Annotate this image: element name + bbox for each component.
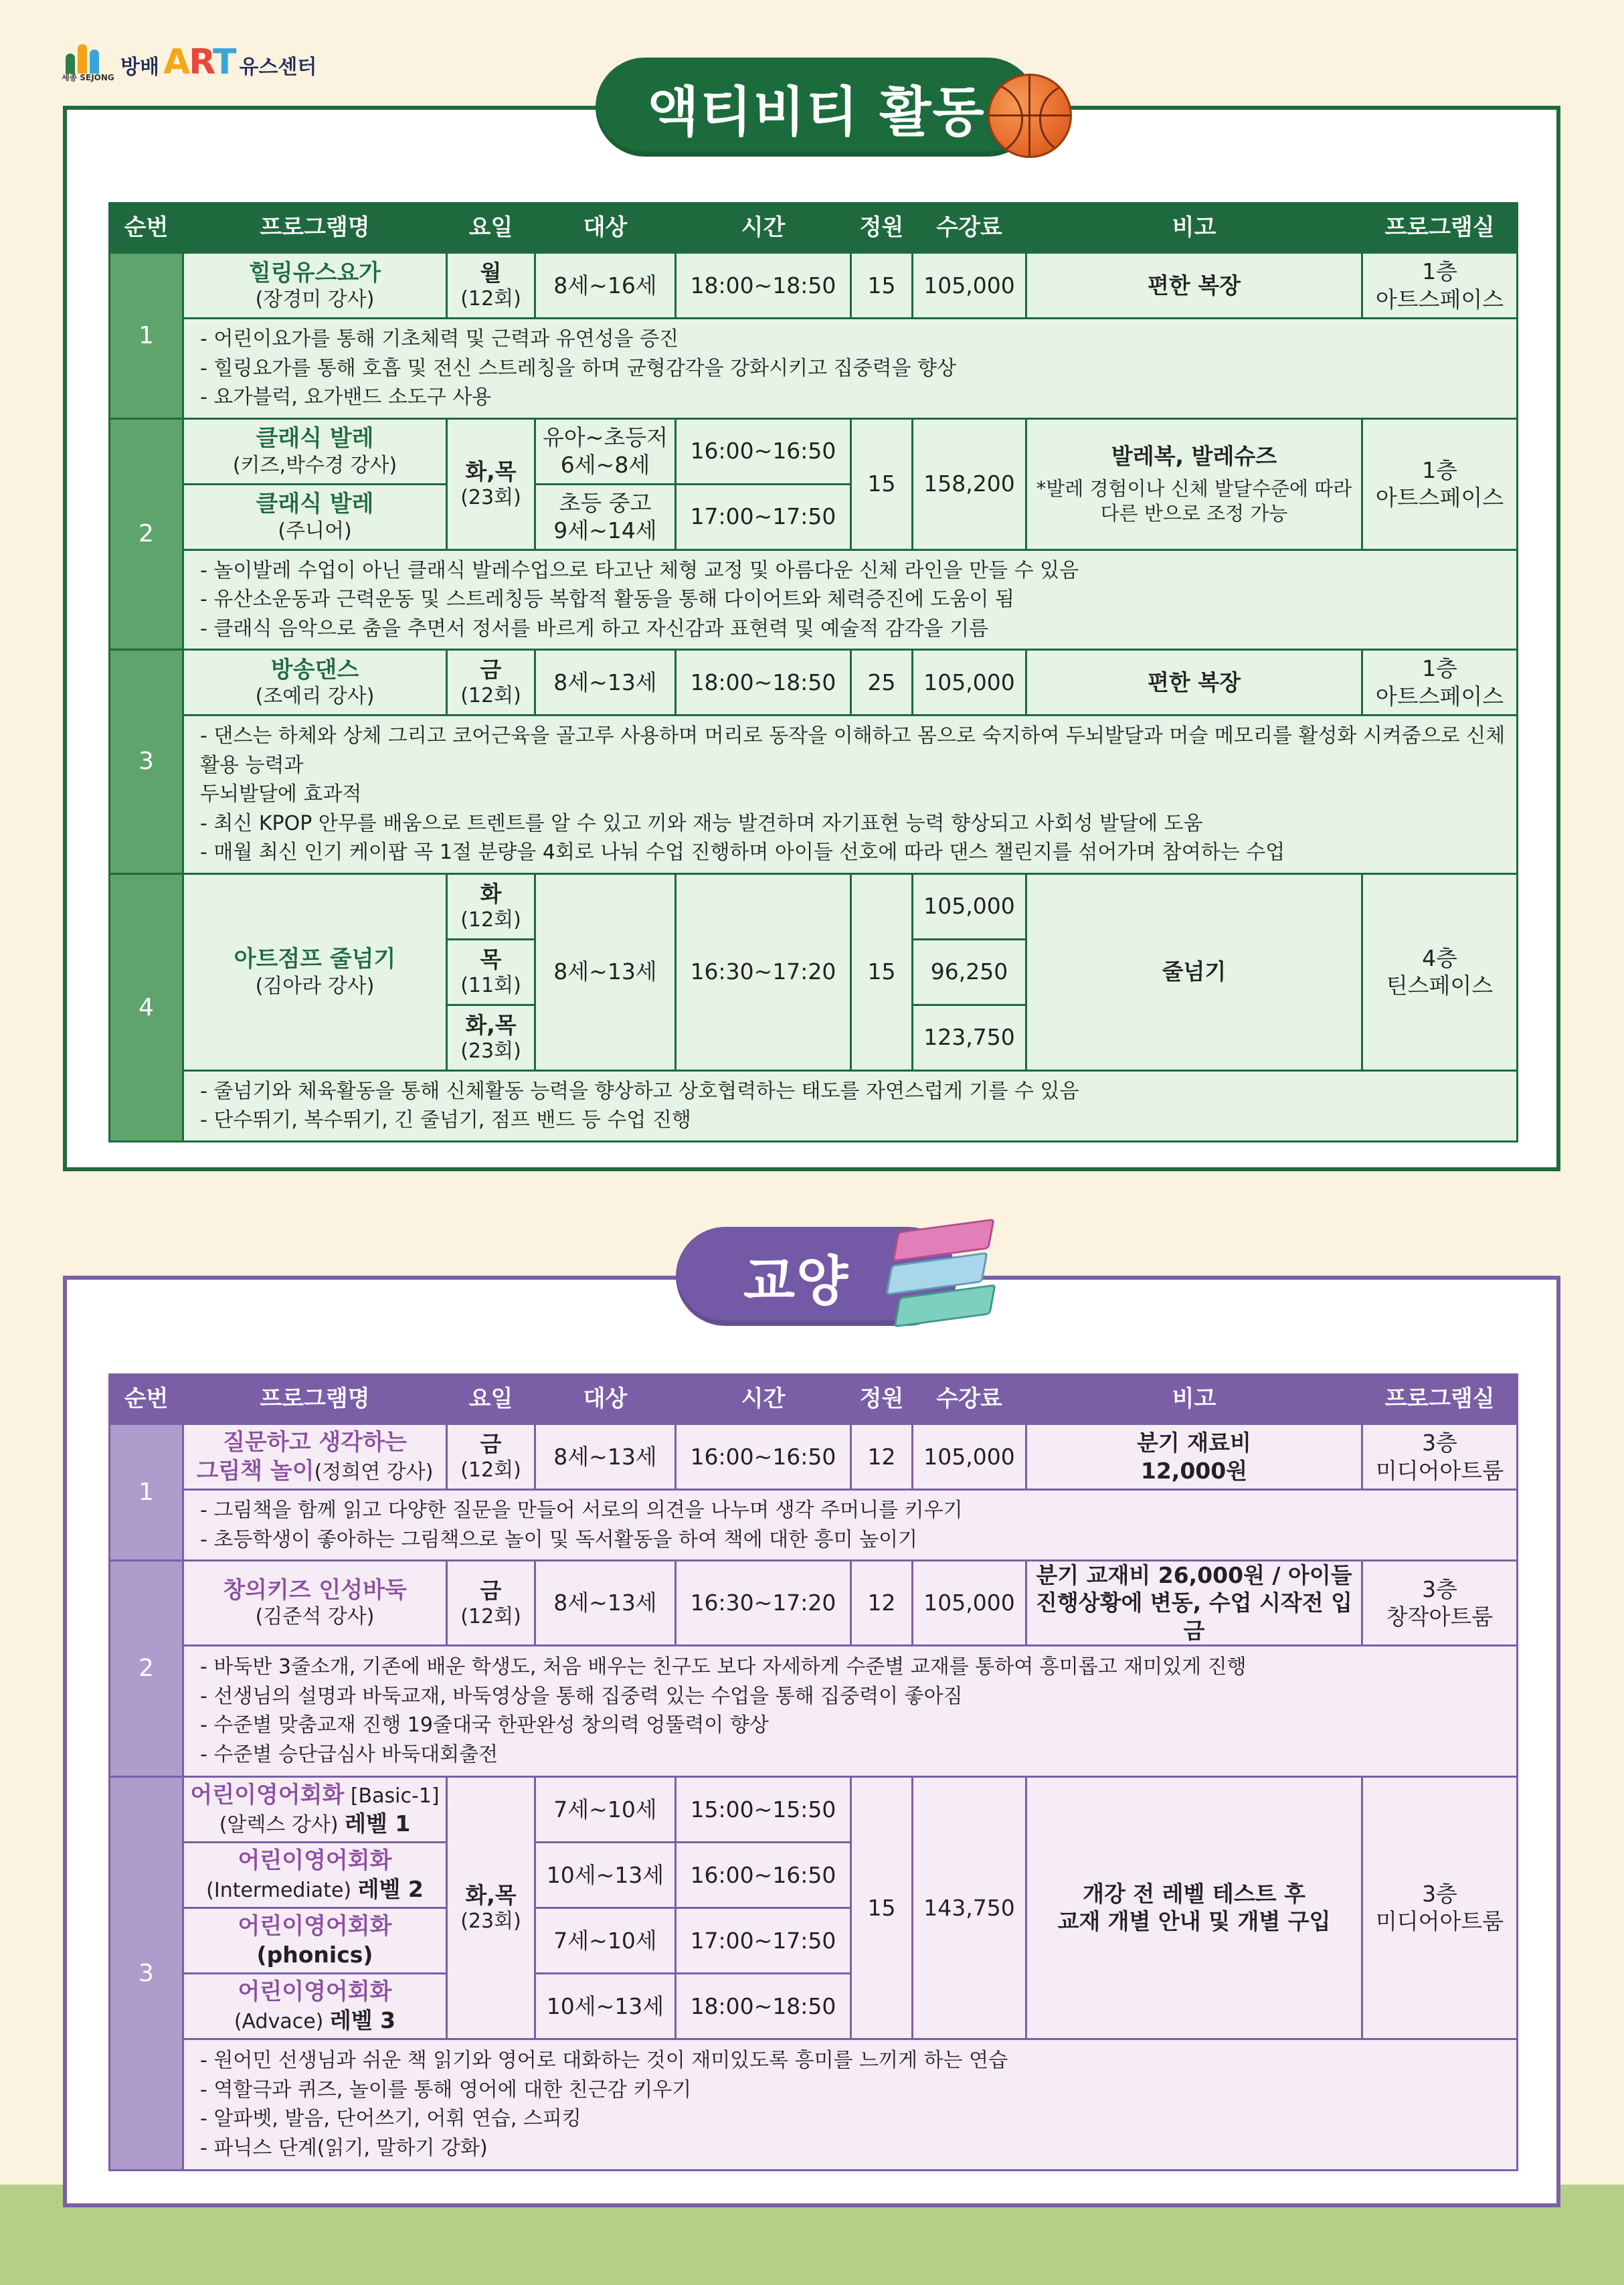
activity-table	[108, 202, 1518, 1142]
time-cell: 16:00~16:50	[676, 1424, 851, 1490]
table-row	[110, 650, 1518, 715]
fee-cell: 105,000	[913, 650, 1026, 715]
program-description: - 바둑반 3줄소개, 기존에 배운 학생도, 처음 배우는 친구도 보다 자세하게 수준별 교재를 통하여 흥미롭고 재미있게 진행 - 선생님의 설명과 바둑교재, 바둑영상을 통해 집중력 있는 수업을 통해 집중력이 좋아짐 - 수준별 맞춤교재 진행 19줄대국 한판완성 창의력 엉뚤력이 향상 - 수준별 승단급심사 바둑대회출전	[183, 1645, 1518, 1776]
header-cell: 정원	[851, 1375, 913, 1424]
time-cell: 18:00~18:50	[676, 253, 851, 319]
culture-table	[108, 1373, 1518, 2171]
capacity-cell: 15	[851, 1776, 913, 2039]
description-row	[110, 715, 1518, 874]
program-name-cell: 아트점프 줄넘기 (김아라 강사)	[183, 873, 447, 1070]
capacity-cell: 15	[851, 253, 913, 319]
header-cell: 시간	[676, 1375, 851, 1424]
program-name-cell: 어린이영어회화 (Intermediate) 레벨 2	[183, 1842, 447, 1908]
room-cell: 1층 아트스페이스	[1362, 650, 1518, 715]
fee-cell: 105,000	[913, 1424, 1026, 1490]
day-cell: 금 (12회)	[447, 650, 535, 715]
header-cell: 시간	[676, 203, 851, 253]
header-cell: 수강료	[913, 203, 1026, 253]
table-header-row	[110, 1375, 1518, 1424]
room-cell: 3층 창작아트룸	[1362, 1561, 1518, 1646]
header-cell: 순번	[110, 1375, 183, 1424]
day-cell: 월 (12회)	[447, 253, 535, 319]
day-cell: 화,목 (23회)	[447, 1005, 535, 1070]
target-cell: 8세~13세	[535, 1561, 676, 1646]
target-cell: 10세~13세	[535, 1842, 676, 1908]
program-name-cell: 창의키즈 인성바둑 (김준석 강사)	[183, 1561, 447, 1646]
time-cell: 16:00~16:50	[676, 418, 851, 484]
header-cell: 요일	[447, 203, 535, 253]
program-name-cell: 어린이영어회화 [Basic-1] (알렉스 강사) 레벨 1	[183, 1776, 447, 1842]
note-cell: 분기 재료비 12,000원	[1026, 1424, 1362, 1490]
culture-title: 교양	[676, 1227, 957, 1326]
note-cell: 분기 교재비 26,000원 / 아이들 진행상황에 변동, 수업 시작전 입금	[1026, 1561, 1362, 1646]
table-row	[110, 1776, 1518, 1842]
row-number: 3	[110, 1776, 183, 2170]
fee-cell: 158,200	[913, 418, 1026, 549]
time-cell: 15:00~15:50	[676, 1776, 851, 1842]
day-cell: 금 (12회)	[447, 1424, 535, 1490]
target-cell: 7세~10세	[535, 1776, 676, 1842]
description-row	[110, 319, 1518, 419]
program-description: - 줄넘기와 체육활동을 통해 신체활동 능력을 향상하고 상호협력하는 태도를 자연스럽게 기를 수 있음 - 단수뛰기, 복수뛰기, 긴 줄넘기, 점프 밴드 등 수업 진행	[183, 1070, 1518, 1141]
header-cell: 비고	[1026, 1375, 1362, 1424]
row-number: 1	[110, 253, 183, 419]
fee-cell: 105,000	[913, 1561, 1026, 1646]
header-cell: 프로그램명	[183, 203, 447, 253]
fee-cell: 96,250	[913, 939, 1026, 1005]
program-description: - 원어민 선생님과 쉬운 책 읽기와 영어로 대화하는 것이 재미있도록 흥미를 느끼게 하는 연습 - 역할극과 퀴즈, 놀이를 통해 영어에 대한 친근감 키우기 - 알파벳, 발음, 단어쓰기, 어휘 연습, 스피킹 - 파닉스 단계(읽기, 말하기 강화)	[183, 2039, 1518, 2170]
description-row	[110, 1490, 1518, 1561]
header-cell: 프로그램명	[183, 1375, 447, 1424]
room-cell: 4층 틴스페이스	[1362, 873, 1518, 1070]
note-cell: 편한 복장	[1026, 650, 1362, 715]
program-name-cell: 어린이영어회화 (phonics)	[183, 1908, 447, 1973]
target-cell: 8세~13세	[535, 1424, 676, 1490]
note-cell: 개강 전 레벨 테스트 후 교재 개별 안내 및 개별 구입	[1026, 1776, 1362, 2039]
day-cell: 화 (12회)	[447, 873, 535, 939]
capacity-cell: 12	[851, 1424, 913, 1490]
time-cell: 16:30~17:20	[676, 873, 851, 1070]
fee-cell: 143,750	[913, 1776, 1026, 2039]
room-cell: 1층 아트스페이스	[1362, 253, 1518, 319]
room-cell: 3층 미디어아트룸	[1362, 1424, 1518, 1490]
program-name-cell: 클래식 발레 (주니어)	[183, 484, 447, 549]
program-name-cell: 클래식 발레 (키즈,박수경 강사)	[183, 418, 447, 484]
room-cell: 3층 미디어아트룸	[1362, 1776, 1518, 2039]
header-cell: 수강료	[913, 1375, 1026, 1424]
logo-art: ART	[163, 42, 236, 82]
capacity-cell: 15	[851, 873, 913, 1070]
capacity-cell: 25	[851, 650, 913, 715]
description-row	[110, 1645, 1518, 1776]
program-description: - 그림책을 함께 읽고 다양한 질문을 만들어 서로의 의견을 나누며 생각 주머니를 키우기 - 초등학생이 좋아하는 그림책으로 놀이 및 독서활동을 하여 책에 대한 흥미 높이기	[183, 1490, 1518, 1561]
target-cell: 8세~16세	[535, 253, 676, 319]
time-cell: 18:00~18:50	[676, 650, 851, 715]
time-cell: 16:00~16:50	[676, 1842, 851, 1908]
description-row	[110, 549, 1518, 650]
books-icon	[883, 1211, 990, 1339]
time-cell: 17:00~17:50	[676, 484, 851, 549]
target-cell: 8세~13세	[535, 873, 676, 1070]
header-cell: 프로그램실	[1362, 203, 1518, 253]
day-cell: 금 (12회)	[447, 1561, 535, 1646]
table-row	[110, 418, 1518, 484]
note-cell: 편한 복장	[1026, 253, 1362, 319]
header-cell: 요일	[447, 1375, 535, 1424]
header-cell: 순번	[110, 203, 183, 253]
day-cell: 목 (11회)	[447, 939, 535, 1005]
program-name-cell: 질문하고 생각하는 그림책 놀이(정희연 강사)	[183, 1424, 447, 1490]
header-cell: 대상	[535, 203, 676, 253]
day-cell: 화,목 (23회)	[447, 418, 535, 549]
time-cell: 16:30~17:20	[676, 1561, 851, 1646]
target-cell: 7세~10세	[535, 1908, 676, 1973]
logo-icon: 세종 SEJONG	[62, 41, 111, 83]
header-cell: 프로그램실	[1362, 1375, 1518, 1424]
table-header-row	[110, 203, 1518, 253]
time-cell: 18:00~18:50	[676, 1973, 851, 2039]
basketball-icon	[988, 74, 1072, 158]
capacity-cell: 12	[851, 1561, 913, 1646]
row-number: 3	[110, 650, 183, 874]
header-cell: 대상	[535, 1375, 676, 1424]
table-row	[110, 873, 1518, 939]
note-cell: 줄넘기	[1026, 873, 1362, 1070]
program-name-cell: 힐링유스요가 (장경미 강사)	[183, 253, 447, 319]
day-cell: 화,목 (23회)	[447, 1776, 535, 2039]
program-name-cell: 방송댄스 (조예리 강사)	[183, 650, 447, 715]
center-logo	[62, 41, 317, 83]
target-cell: 8세~13세	[535, 650, 676, 715]
header-cell: 정원	[851, 203, 913, 253]
note-cell: 발레복, 발레슈즈 *발레 경험이나 신체 발달수준에 따라 다른 반으로 조정 가능	[1026, 418, 1362, 549]
header-cell: 비고	[1026, 203, 1362, 253]
room-cell: 1층 아트스페이스	[1362, 418, 1518, 549]
table-row	[110, 1424, 1518, 1490]
table-row	[110, 253, 1518, 319]
fee-cell: 105,000	[913, 873, 1026, 939]
row-number: 2	[110, 418, 183, 650]
time-cell: 17:00~17:50	[676, 1908, 851, 1973]
program-description: - 어린이요가를 통해 기초체력 및 근력과 유연성을 증진 - 힐링요가를 통해 호흡 및 전신 스트레칭을 하며 균형감각을 강화시키고 집중력을 향상 - 요가블럭, 요가밴드 소도구 사용	[183, 319, 1518, 419]
description-row	[110, 1070, 1518, 1141]
description-row	[110, 2039, 1518, 2170]
program-description: - 댄스는 하체와 상체 그리고 코어근육을 골고루 사용하며 머리로 동작을 이해하고 몸으로 숙지하여 두뇌발달과 머슬 메모리를 활성화 시켜줌으로 신체 활용 능력과 두뇌발달에 효과적 - 최신 KPOP 안무를 배움으로 트렌트를 알 수 있고 끼와 재능 발견하며 자기표현 능력 향상되고 사회성 발달에 도움 - 매월 최신 인기 케이팝 곡 1절 분량을 4회로 나눠 수업 진행하며 아이들 선호에 따라 댄스 챌린지를 섞어가며 참여하는 수업	[183, 715, 1518, 874]
logo-prefix: 방배	[120, 56, 159, 79]
capacity-cell: 15	[851, 418, 913, 549]
table-row	[110, 1561, 1518, 1646]
row-number: 4	[110, 873, 183, 1141]
program-name-cell: 어린이영어회화 (Advace) 레벨 3	[183, 1973, 447, 2039]
target-cell: 초등 중고 9세~14세	[535, 484, 676, 549]
target-cell: 유아~초등저 6세~8세	[535, 418, 676, 484]
fee-cell: 123,750	[913, 1005, 1026, 1070]
logo-suffix: 유스센터	[239, 56, 317, 79]
activity-title: 액티비티 활동	[596, 58, 1037, 157]
program-description: - 놀이발레 수업이 아닌 클래식 발레수업으로 타고난 체형 교정 및 아름다운 신체 라인을 만들 수 있음 - 유산소운동과 근력운동 및 스트레칭등 복합적 활동을 통해 다이어트와 체력증진에 도움이 됨 - 클래식 음악으로 춤을 추면서 정서를 바르게 하고 자신감과 표현력 및 예술적 감각을 기름	[183, 549, 1518, 650]
target-cell: 10세~13세	[535, 1973, 676, 2039]
row-number: 2	[110, 1561, 183, 1777]
row-number: 1	[110, 1424, 183, 1561]
fee-cell: 105,000	[913, 253, 1026, 319]
